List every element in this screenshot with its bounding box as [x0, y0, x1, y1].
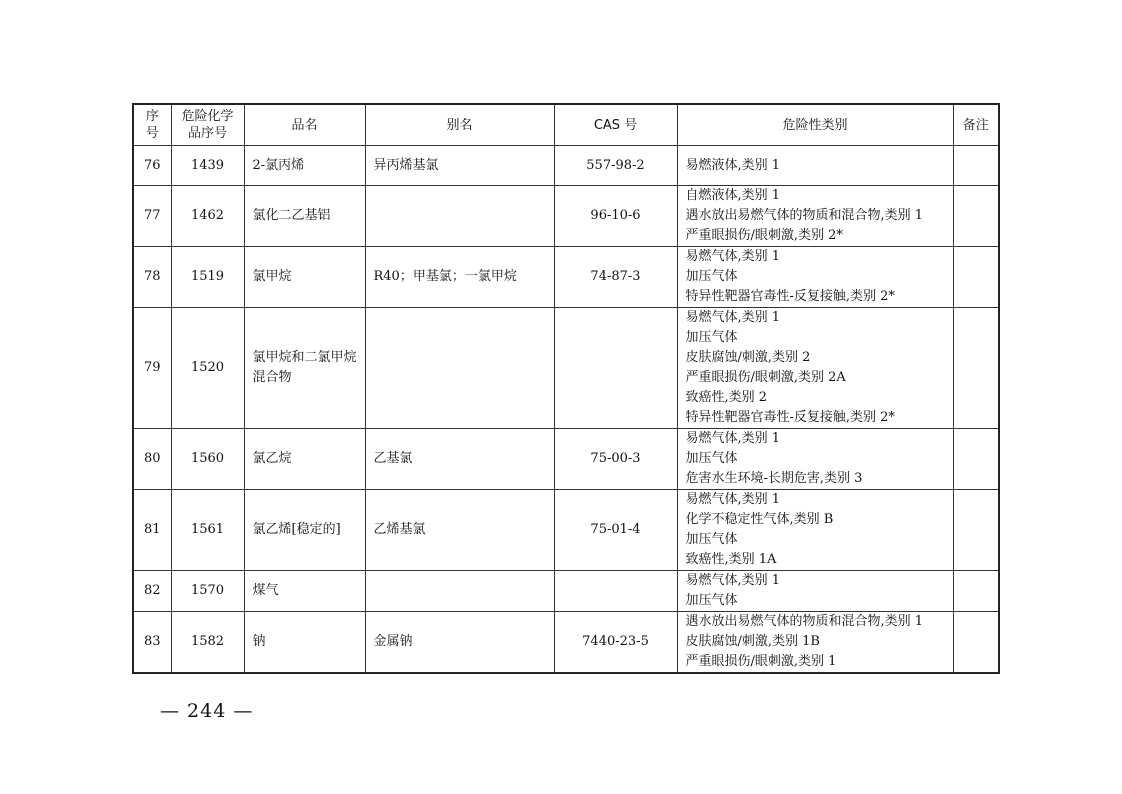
category-line: 自燃液体,类别 1	[685, 188, 781, 203]
header-remark: 备注	[953, 104, 999, 146]
category-line: 易燃液体,类别 1	[685, 157, 781, 173]
category-line: 皮肤腐蚀/刺激,类别 2	[685, 350, 811, 365]
cell-name: 氯甲烷	[244, 247, 365, 308]
category-line: 遇水放出易燃气体的物质和混合物,类别 1	[685, 614, 924, 629]
cell-seq: 76	[133, 146, 171, 186]
category-line: 加压气体	[685, 451, 738, 466]
cell-cas: 75-00-3	[554, 429, 677, 490]
category-line: 加压气体	[685, 269, 738, 284]
cell-seq: 83	[133, 612, 171, 674]
cell-name: 氯乙烷	[244, 429, 365, 490]
cell-remark	[953, 612, 999, 674]
category-line: 易燃气体,类别 1	[685, 249, 781, 264]
cell-seq: 81	[133, 490, 171, 571]
cell-alias: 异丙烯基氯	[365, 146, 554, 186]
header-hazard-no-label: 危险化学品序号	[181, 109, 234, 141]
cell-remark	[953, 490, 999, 571]
header-hazard-no	[171, 104, 244, 146]
cell-hazard-no: 1561	[171, 490, 244, 571]
table-row	[133, 490, 999, 571]
header-name: 品名	[244, 104, 365, 146]
table-row	[133, 571, 999, 612]
category-line: 严重眼损伤/眼刺激,类别 2*	[685, 228, 843, 243]
category-line: 遇水放出易燃气体的物质和混合物,类别 1	[685, 208, 924, 223]
category-line: 致癌性,类别 2	[685, 390, 768, 405]
category-line: 易燃气体,类别 1	[685, 310, 781, 325]
cell-name: 钠	[244, 612, 365, 674]
cell-hazard-no: 1560	[171, 429, 244, 490]
cell-alias: 乙烯基氯	[365, 490, 554, 571]
category-line: 严重眼损伤/眼刺激,类别 2A	[685, 370, 846, 385]
cell-category	[677, 186, 953, 247]
table-row	[133, 308, 999, 429]
cell-name: 氯乙烯[稳定的]	[244, 490, 365, 571]
cell-cas: 557-98-2	[554, 146, 677, 186]
cell-category	[677, 490, 953, 571]
cell-remark	[953, 308, 999, 429]
cell-category	[677, 146, 953, 186]
header-alias: 别名	[365, 104, 554, 146]
cell-cas: 75-01-4	[554, 490, 677, 571]
category-line: 皮肤腐蚀/刺激,类别 1B	[685, 634, 820, 649]
page-number: — 244 —	[160, 700, 254, 722]
cell-category	[677, 571, 953, 612]
header-seq-label: 序号	[145, 109, 159, 141]
cell-hazard-no: 1570	[171, 571, 244, 612]
cell-alias	[365, 571, 554, 612]
cell-cas: 7440-23-5	[554, 612, 677, 674]
cell-seq: 80	[133, 429, 171, 490]
cell-hazard-no: 1582	[171, 612, 244, 674]
cell-cas: 96-10-6	[554, 186, 677, 247]
cell-category	[677, 612, 953, 674]
cell-category	[677, 308, 953, 429]
header-category: 危险性类别	[677, 104, 953, 146]
category-line: 化学不稳定性气体,类别 B	[685, 512, 834, 527]
cell-name: 氯甲烷和二氯甲烷混合物	[244, 308, 365, 429]
category-line: 易燃气体,类别 1	[685, 573, 781, 588]
cell-hazard-no: 1519	[171, 247, 244, 308]
category-line: 致癌性,类别 1A	[685, 552, 777, 567]
category-line: 危害水生环境-长期危害,类别 3	[685, 471, 863, 486]
category-line: 严重眼损伤/眼刺激,类别 1	[685, 654, 837, 669]
cell-remark	[953, 186, 999, 247]
cell-remark	[953, 571, 999, 612]
cell-alias: 金属钠	[365, 612, 554, 674]
cell-name: 2-氯丙烯	[244, 146, 365, 186]
category-line: 加压气体	[685, 593, 738, 608]
cell-remark	[953, 429, 999, 490]
cell-alias	[365, 186, 554, 247]
table-row	[133, 247, 999, 308]
header-cas: CAS 号	[554, 104, 677, 146]
cell-hazard-no: 1439	[171, 146, 244, 186]
category-line: 加压气体	[685, 330, 738, 345]
cell-remark	[953, 146, 999, 186]
cell-seq: 77	[133, 186, 171, 247]
cell-cas	[554, 571, 677, 612]
category-line: 易燃气体,类别 1	[685, 492, 781, 507]
cell-alias: 乙基氯	[365, 429, 554, 490]
cell-category	[677, 247, 953, 308]
table-row	[133, 612, 999, 674]
cell-hazard-no: 1520	[171, 308, 244, 429]
table-row	[133, 186, 999, 247]
cell-remark	[953, 247, 999, 308]
cell-seq: 82	[133, 571, 171, 612]
cell-name: 氯化二乙基铝	[244, 186, 365, 247]
category-line: 特异性靶器官毒性-反复接触,类别 2*	[685, 410, 895, 425]
cell-hazard-no: 1462	[171, 186, 244, 247]
table-row	[133, 146, 999, 186]
hazardous-chemicals-table	[132, 103, 1000, 674]
table-header-row	[133, 104, 999, 146]
cell-cas	[554, 308, 677, 429]
cell-seq: 79	[133, 308, 171, 429]
header-seq	[133, 104, 171, 146]
cell-name: 煤气	[244, 571, 365, 612]
table-body	[133, 146, 999, 674]
cell-alias	[365, 308, 554, 429]
category-line: 加压气体	[685, 532, 738, 547]
category-line: 特异性靶器官毒性-反复接触,类别 2*	[685, 289, 895, 304]
cell-cas: 74-87-3	[554, 247, 677, 308]
cell-category	[677, 429, 953, 490]
cell-alias: R40；甲基氯；一氯甲烷	[365, 247, 554, 308]
table-row	[133, 429, 999, 490]
cell-seq: 78	[133, 247, 171, 308]
category-line: 易燃气体,类别 1	[685, 431, 781, 446]
